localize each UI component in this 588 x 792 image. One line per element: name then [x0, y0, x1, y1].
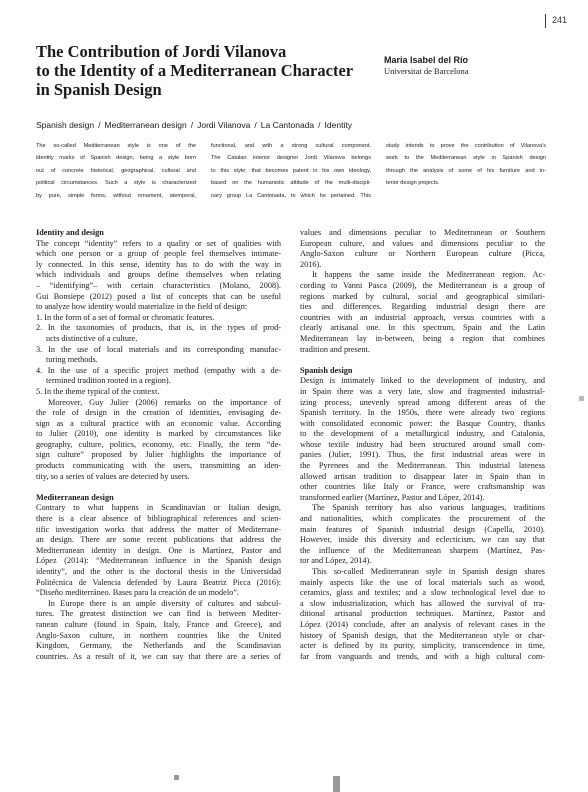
text-line: with consolidated economic power: the Basque Country, thanks: [300, 418, 545, 428]
page-number: 241: [552, 15, 568, 25]
text-line: This so-called Mediterranean style in Spanish design shares: [312, 567, 545, 576]
paragraph-gap: [36, 482, 281, 493]
abstract-line: out of concrete historical, geographical, cultural and: [36, 167, 196, 174]
abstract-line: by pure, simple forms, without ornament, atemporal,: [36, 192, 196, 199]
text-line: to Julier (2010), one identity is marked by circumstances like: [36, 429, 281, 439]
author-affiliation: Universitat de Barcelona: [384, 66, 469, 76]
abstract-line: terior design projects.: [386, 180, 440, 187]
text-line: Kingdom, Germany, the Netherlands and the Scandinavian: [36, 641, 281, 651]
text-line: the Pyrenees and the Mediterranean. This industrial lateness: [300, 461, 545, 471]
title-line: The Contribution of Jordi Vilanova: [36, 42, 287, 61]
text-line: 5. In the theme typical of the context.: [36, 386, 160, 396]
text-line: far from vanguards and trends, and with a high cultural com-: [300, 651, 545, 661]
abstract-line: study intends to prove the contribution of Vilanova's: [386, 143, 546, 149]
text-line: to analyze how identity would materialize in the field of design:: [36, 302, 248, 312]
abstract-line: to this style; that becomes patent in his own ideology,: [211, 167, 371, 174]
keyword: Jordi Vilanova: [197, 120, 251, 130]
text-line: ranean culture (found in Spain, Italy, France and Greece), and: [36, 619, 281, 629]
keyword-separator: /: [318, 120, 321, 130]
text-line: an design. There are some recent publications that address the: [36, 535, 281, 545]
keyword: Mediterranean design: [104, 120, 187, 130]
text-line: European culture, and values and dimensions peculiar to the: [300, 238, 545, 248]
text-line: Mediterranean lay in-between, being a region that combines: [300, 333, 545, 343]
text-line: panies (Julier, 1991). Thus, the first industrial areas were in: [300, 450, 545, 460]
abstract-line: The Catalan interior designer Jordi Vilanova belongs: [211, 155, 371, 162]
text-line: ceramics, glass and textiles; and a slow technological level due to: [300, 588, 545, 598]
abstract-column-1: [36, 140, 196, 202]
abstract-line: based on the humanistic attitude of the multi-discipli-: [211, 180, 371, 187]
keywords: [36, 120, 352, 130]
text-line: a slow industrialization, which has allowed the survival of tra-: [300, 598, 545, 608]
text-line: the influence of the Mediterranean sharpens (Martínez, Pas-: [300, 545, 545, 555]
text-line: ucts distinctive of a culture.: [46, 333, 138, 343]
abstract-line: through the analysis of some of his furniture and in-: [386, 167, 546, 174]
text-line: cording to Vanni Pasca (2009), the Mediterranean is a group of: [300, 280, 545, 290]
text-line: history of Spanish design, that the Mediterranean style or char-: [300, 630, 545, 640]
text-line: termined tradition rooted in a region).: [46, 376, 171, 386]
text-line: tradition and present.: [300, 344, 370, 354]
text-line: 4. In the use of a specific project method (empathy with a de-: [36, 365, 281, 375]
text-line: Spanish territory. In the 1950s, there were already two regions: [300, 408, 545, 418]
text-line: regions marked by cultural, social and geographical similari-: [300, 291, 545, 301]
keyword-separator: /: [190, 120, 194, 130]
keyword-separator: /: [98, 120, 101, 130]
text-line: Design is intimately linked to the development of industry, and: [300, 376, 545, 386]
text-line: 3. In the use of local materials and its corresponding manufac-: [36, 344, 281, 354]
abstract-line: functional, and with a strong cultural component.: [211, 143, 371, 149]
text-line: sign culture” proposed by Julier highlights the importance of: [36, 450, 281, 460]
text-line: there is a clear absence of bibliographical references and scien-: [36, 514, 281, 524]
section-heading: Mediterranean design: [36, 492, 114, 502]
section-heading: Spanish design: [300, 365, 353, 375]
author-name: Maria Isabel del Río: [384, 55, 469, 65]
text-line: 2016).: [300, 259, 322, 269]
text-line: countries with an industrial approach, versus countries with a: [300, 312, 545, 322]
abstract-column-2: [211, 140, 371, 202]
text-line: turing methods.: [46, 355, 98, 365]
keyword: La Cantonada: [260, 120, 315, 130]
text-line: in Spain there was a very late, slow and fragmented industrial-: [300, 386, 545, 396]
text-line: – “identifying”– with certain characteristics (Molano, 2008).: [36, 280, 281, 290]
text-line: tific investigation works that address the matter of Mediterrane-: [36, 524, 281, 534]
text-line: countries. As a result of it, we can say that there are a series of: [36, 651, 281, 661]
abstract-column-3: [386, 140, 546, 190]
body-column-left: [36, 228, 281, 662]
text-line: 1. In the form of a set of formal or chromatic features.: [36, 312, 215, 322]
text-line: acter is defined by its purity, simplicity, transcendence in time,: [300, 641, 545, 651]
text-line: It happens the same inside the Mediterranean region. Ac-: [312, 270, 545, 280]
keyword: Spanish design: [36, 120, 95, 130]
abstract-line: work to the Mediterranean style in Spanish design: [386, 155, 546, 162]
text-line: “Diseño mediterráneo. Bases para la creación de un modelo”.: [36, 588, 239, 598]
text-line: which one person or a group of people feel themselves intimate-: [36, 249, 281, 259]
text-line: Politécnica de Valencia defended by Laura Beatriz Picca (2016):: [36, 577, 281, 587]
text-line: tity, so a series of values are detected by users.: [36, 471, 190, 481]
text-line: However, inside this diversity and eclecticism, we can say that: [300, 535, 545, 545]
text-line: Moreover, Guy Julier (2006) remarks on the importance of: [48, 397, 281, 407]
abstract-line: The so-called Mediterranean style is one of the: [36, 143, 196, 149]
text-line: Gui Bonsiepe (2012) posed a list of concepts that can be useful: [36, 291, 281, 301]
keyword: Identity: [324, 120, 352, 130]
text-line: other countries like Italy or France, were craftsmanship was: [300, 482, 545, 492]
author-block: [384, 55, 554, 77]
text-line: mainly aspects like the use of local materials such as wood,: [300, 577, 545, 587]
text-line: In Europe there is an ample diversity of cultures and subcul-: [48, 598, 281, 608]
section-heading: Identity and design: [36, 228, 104, 237]
text-line: sign as a cultural practice with an economic value. According: [36, 418, 281, 428]
article-title: [36, 42, 356, 99]
title-line: in Spanish Design: [36, 80, 162, 99]
text-line: The Spanish territory has also various languages, traditions: [312, 503, 545, 513]
text-line: izing process, unevenly spread among different areas of the: [300, 397, 545, 407]
text-line: to the development of a metallurgical industry, and Catalonia,: [300, 429, 545, 439]
text-line: geography, culture, politics, economy, etc. Finally, the term “de-: [36, 439, 281, 449]
text-line: transformed earlier (Martínez, Pastor and López, 2014).: [300, 492, 485, 502]
text-line: identity”, and the other is the doctoral thesis in the Universidad: [36, 567, 281, 576]
text-line: main features of Spanish industrial design (Capella, 2010).: [300, 524, 545, 534]
page-edge-bar: [333, 776, 340, 792]
text-line: ditional artisanal production techniques. Martínez, Pastor and: [300, 609, 545, 619]
abstract-line: nary group La Cantonada, to which he pertained. This: [211, 192, 371, 199]
text-line: ties and differences. Regarding industrial design there are: [300, 302, 545, 312]
text-line: López (2014) conclude, after an analysis of relevant cases in the: [300, 619, 545, 629]
text-line: which individuals and groups define themselves when relating: [36, 270, 281, 280]
keyword-separator: /: [254, 120, 257, 130]
text-line: products communicating with the users, transmitting an iden-: [36, 461, 281, 471]
abstract-line: identity marks of Spanish design, being a style born: [36, 155, 196, 162]
text-line: López (2014): “Mediterranean influence in the Spanish design: [36, 556, 281, 566]
text-line: whose textile industry had been structured around small com-: [300, 439, 545, 449]
paragraph-gap: [300, 355, 545, 366]
text-line: 2. In the taxonomies of products, that is, in the types of prod-: [36, 323, 281, 333]
text-line: The concept “identity” refers to a quality or set of qualities with: [36, 238, 281, 248]
text-line: tor and López, 2014).: [300, 556, 372, 566]
text-line: Mediterranean identity in design. One is Martínez, Pastor and: [36, 545, 281, 555]
text-line: values and dimensions peculiar to Mediterranean or Southern: [300, 228, 545, 237]
crop-marker: [174, 775, 179, 780]
text-line: tures. The greatest distinction we can find is between Mediter-: [36, 609, 281, 619]
body-column-right: [300, 228, 545, 662]
text-line: Anglo-Saxon culture, in northern countries like the United: [36, 630, 281, 640]
page-number-rule: [545, 14, 546, 28]
text-line: and nationalities, which complicates the procurement of the: [300, 514, 545, 524]
text-line: Anglo-Saxon culture or Northern European culture (Picca,: [300, 249, 545, 259]
margin-marker: [579, 396, 584, 401]
text-line: allowed artisan tradition to disappear later in Spain than in: [300, 471, 545, 481]
text-line: clearly artisanal one. In this spectrum, Spain and the Latin: [300, 323, 545, 333]
text-line: ly connected. In this sense, identity has to do with the way in: [36, 259, 281, 269]
title-line: to the Identity of a Mediterranean Character: [36, 61, 354, 80]
text-line: Contrary to what happens in Scandinavian or Italian design,: [36, 503, 281, 513]
text-line: the role of design in the creation of identities, envisaging de-: [36, 408, 281, 418]
abstract-line: political circumstances. Such a style is characterized: [36, 180, 196, 187]
